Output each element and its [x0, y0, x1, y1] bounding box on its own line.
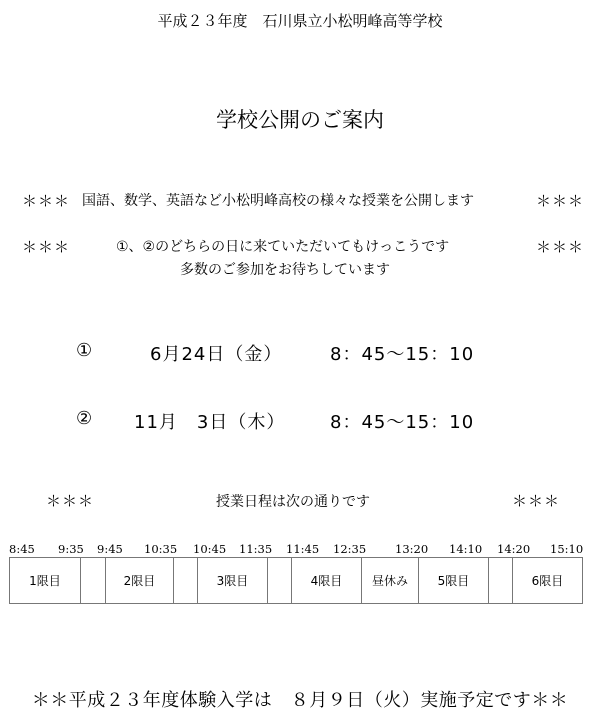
- schedule-title: 授業日程は次の通りです: [216, 494, 370, 510]
- time-label: 15:10: [550, 542, 584, 556]
- notice2-line2: 多数のご参加をお待ちしています: [180, 262, 390, 278]
- time-label: 13:20: [395, 542, 429, 556]
- page-title: 学校公開のご案内: [216, 108, 384, 132]
- notice1-text: 国語、数学、英語など小松明峰高校の様々な授業を公開します: [82, 193, 474, 209]
- schedule-stars-left: ＊＊＊: [46, 492, 95, 510]
- break-block: [268, 558, 292, 603]
- time-label: 11:35: [239, 542, 273, 556]
- time-label: 14:10: [449, 542, 483, 556]
- date1-marker: ①: [76, 340, 94, 361]
- time-label: 11:45: [286, 542, 320, 556]
- lunch-block: 昼休み: [362, 558, 419, 603]
- school-header: 平成２３年度 石川県立小松明峰高等学校: [157, 12, 443, 30]
- break-block: [81, 558, 106, 603]
- footer-notice: ＊＊平成２３年度体験入学は ８月９日（火）実施予定です＊＊: [31, 690, 569, 711]
- schedule-stars-right: ＊＊＊: [512, 492, 561, 510]
- time-label: 10:45: [193, 542, 227, 556]
- period-block: 6限目: [531, 574, 564, 588]
- period-block: 2限目: [106, 558, 174, 603]
- time-label: 12:35: [333, 542, 367, 556]
- period-block: 5限目: [419, 558, 489, 603]
- notice2-stars-right: ＊＊＊: [536, 238, 585, 256]
- period-block: 1限目: [10, 558, 81, 603]
- time-label: 9:45: [97, 542, 123, 556]
- notice2-stars-left: ＊＊＊: [22, 238, 71, 256]
- break-block: [174, 558, 198, 603]
- schedule-timeline: [9, 557, 583, 604]
- notice1-stars-left: ＊＊＊: [22, 192, 71, 210]
- time-label: 10:35: [144, 542, 178, 556]
- time-label: 14:20: [497, 542, 531, 556]
- period-block: 3限目: [198, 558, 268, 603]
- break-block: [489, 558, 513, 603]
- date2-marker: ②: [76, 408, 94, 429]
- date1-date: 6月24日（金）: [150, 344, 283, 365]
- date2-time: 8：45～15：10: [330, 412, 475, 433]
- date2-date: 11月 3日（木）: [134, 412, 286, 433]
- notice2-line1: ①、②のどちらの日に来ていただいてもけっこうです: [116, 239, 450, 255]
- time-label: 9:35: [58, 542, 84, 556]
- period-block: 4限目: [292, 558, 362, 603]
- notice1-stars-right: ＊＊＊: [536, 192, 585, 210]
- date1-time: 8：45～15：10: [330, 344, 475, 365]
- time-label: 8:45: [9, 542, 35, 556]
